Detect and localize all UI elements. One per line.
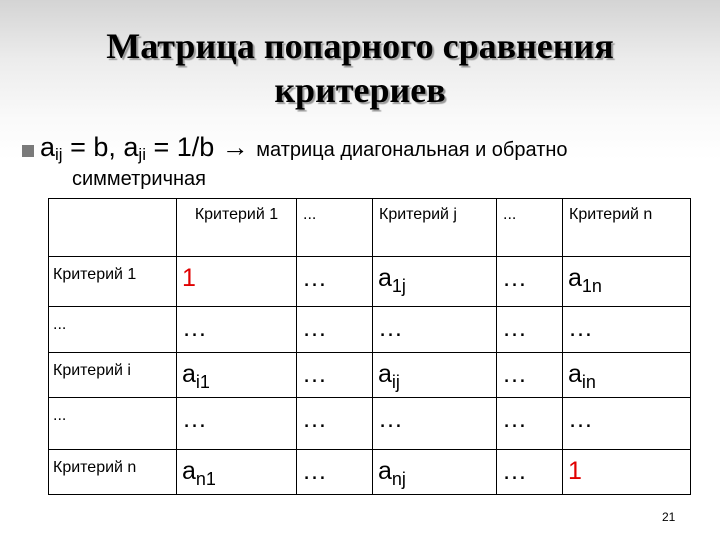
matrix-cell	[497, 398, 563, 450]
cell-value: …	[502, 360, 527, 388]
formula-sub-ij: ij	[55, 145, 63, 164]
matrix-cell	[297, 353, 373, 398]
matrix-header-row	[49, 199, 691, 257]
matrix-cell	[563, 353, 691, 398]
column-header: ...	[297, 199, 373, 257]
matrix-cell	[497, 257, 563, 307]
cell-value: …	[502, 314, 527, 342]
matrix-cell	[297, 450, 373, 495]
matrix-cell	[373, 257, 497, 307]
cell-value: …	[378, 314, 403, 342]
cell-value: …	[302, 405, 327, 433]
row-header: Критерий i	[49, 353, 177, 398]
page-number: 21	[662, 510, 676, 524]
matrix-cell	[373, 307, 497, 353]
row-header: ...	[49, 307, 177, 353]
cell-value: 1	[568, 457, 582, 485]
row-header: Критерий 1	[49, 257, 177, 307]
cell-value: …	[182, 314, 207, 342]
matrix-cell	[497, 353, 563, 398]
row-header: Критерий n	[49, 450, 177, 495]
matrix-cell	[563, 257, 691, 307]
matrix-cell	[497, 450, 563, 495]
cell-value: a	[182, 360, 196, 388]
matrix-cell	[563, 398, 691, 450]
matrix-cell	[297, 257, 373, 307]
cell-value: a	[568, 360, 582, 388]
formula-a: a	[40, 132, 56, 162]
matrix-cell	[373, 353, 497, 398]
slide-title: Матрица попарного сравнения критериев	[106, 26, 614, 110]
matrix-cell	[177, 450, 297, 495]
cell-value: …	[502, 264, 527, 292]
matrix-cell	[297, 398, 373, 450]
cell-subscript: i1	[195, 372, 210, 392]
formula-tail: матрица диагональная и обратно	[256, 139, 568, 161]
matrix-row	[49, 307, 691, 353]
column-header: Критерий j	[373, 199, 497, 257]
cell-value: …	[502, 405, 527, 433]
column-header: ...	[497, 199, 563, 257]
cell-value: …	[302, 314, 327, 342]
matrix-row	[49, 353, 691, 398]
column-header: Критерий n	[563, 199, 691, 257]
cell-subscript: nj	[391, 469, 406, 489]
cell-value: a	[378, 360, 392, 388]
formula-a2: a	[123, 132, 139, 162]
matrix-cell	[177, 398, 297, 450]
matrix-row	[49, 450, 691, 495]
matrix-cell	[177, 353, 297, 398]
cell-value: …	[302, 360, 327, 388]
cell-value: …	[302, 457, 327, 485]
column-header: Критерий 1	[177, 199, 297, 257]
cell-subscript: in	[581, 372, 596, 392]
cell-value: …	[568, 405, 593, 433]
matrix-cell	[563, 307, 691, 353]
cell-value: …	[182, 405, 207, 433]
matrix-corner-cell	[49, 199, 177, 257]
cell-value: a	[182, 457, 196, 485]
cell-value: 1	[182, 264, 196, 292]
bullet-marker	[22, 145, 34, 157]
cell-value: a	[378, 457, 392, 485]
matrix-row	[49, 257, 691, 307]
cell-subscript: n1	[195, 469, 216, 489]
matrix-cell	[177, 307, 297, 353]
matrix-row	[49, 398, 691, 450]
matrix-cell	[563, 450, 691, 495]
formula-eq-inv: = 1/b →	[145, 132, 257, 162]
matrix-cell	[177, 257, 297, 307]
row-header: ...	[49, 398, 177, 450]
cell-value: a	[378, 264, 392, 292]
formula-sub-ji: ji	[138, 145, 146, 164]
cell-value: …	[378, 405, 403, 433]
formula-continuation: симметричная	[72, 168, 207, 190]
cell-subscript: 1j	[391, 276, 406, 296]
matrix-cell	[373, 450, 497, 495]
cell-value: …	[502, 457, 527, 485]
formula-eq-b: = b,	[62, 132, 124, 162]
cell-subscript: 1n	[581, 276, 602, 296]
comparison-matrix	[48, 198, 691, 495]
matrix-cell	[373, 398, 497, 450]
cell-subscript: ij	[391, 372, 400, 392]
cell-value: a	[568, 264, 582, 292]
cell-value: …	[568, 314, 593, 342]
matrix-cell	[497, 307, 563, 353]
cell-value: …	[302, 264, 327, 292]
matrix-cell	[297, 307, 373, 353]
